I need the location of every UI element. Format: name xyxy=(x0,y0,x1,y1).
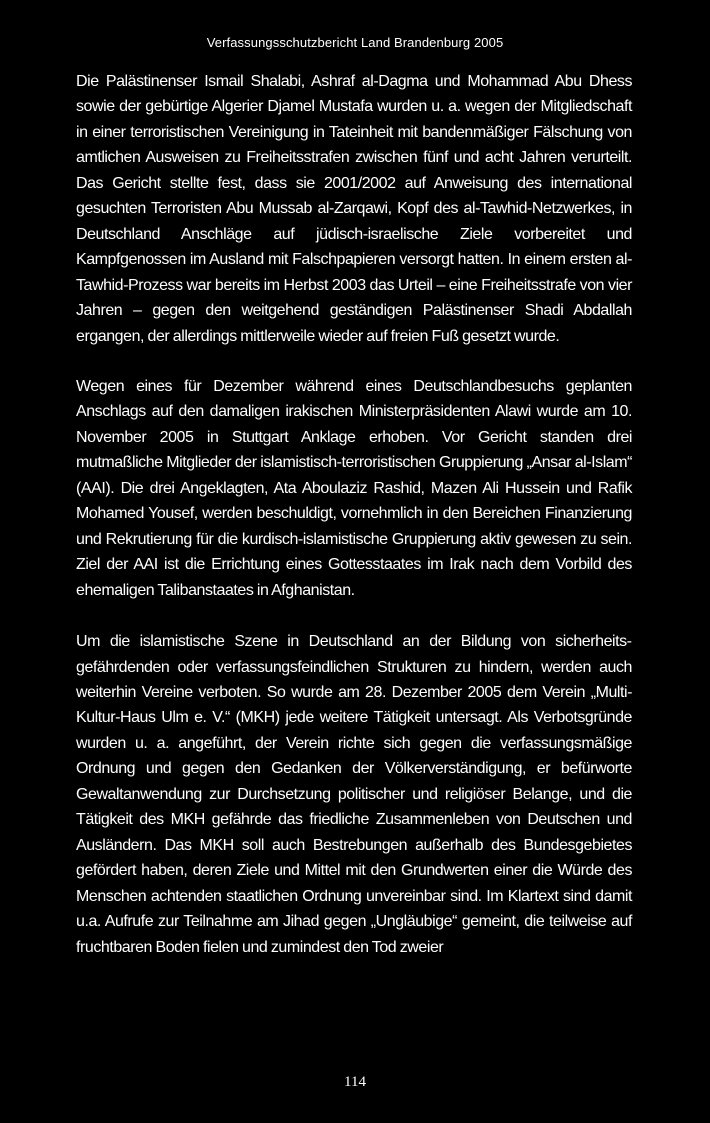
document-body xyxy=(76,69,632,960)
paragraph-al-tawhid-trial: Die Palästinenser Ismail Shalabi, Ashraf al-Dagma und Mohammad Abu Dhess sowie der gebürtige Algerier Djamel Mustafa wurden u. a. wegen der Mitgliedschaft in einer terroristischen Vereinigung in Tateinheit mit bandenmäßiger Fälschung von amtlichen Ausweisen zu Freiheitsstrafen zwischen fünf und acht Jahren verurteilt. Das Gericht stellte fest, dass sie 2001/2002 auf Anweisung des international gesuchten Terroristen Abu Mussab al-Zarqawi, Kopf des al-Tawhid-Netzwerkes, in Deutschland Anschläge auf jüdisch-israelische Ziele vorbereitet und Kampfgenossen im Ausland mit Falschpapieren versorgt hatten. In einem ersten al-Tawhid-Prozess war bereits im Herbst 2003 das Urteil – eine Freiheitsstrafe von vier Jahren – gegen den weitgehend geständigen Palästinenser Shadi Abdallah ergangen, der allerdings mittlerweile wieder auf freien Fuß gesetzt wurde. xyxy=(76,73,632,345)
paragraph-ansar-al-islam: Wegen eines für Dezember während eines Deutschlandbesuchs geplanten Anschlags auf den damaligen irakischen Ministerpräsidenten Alawi wurde am 10. November 2005 in Stuttgart Anklage erhoben. Vor Gericht standen drei mutmaßliche Mitglieder der islamistisch-terroristischen Gruppierung „Ansar al-Islam“ (AAI). Die drei Angeklagten, Ata Aboulaziz Rashid, Mazen Ali Hussein und Rafik Mohamed Yousef, werden beschuldigt, vornehmlich in den Bereichen Finanzierung und Rekrutierung für die kurdisch-islamistische Gruppierung aktiv gewesen zu sein. Ziel der AAI ist die Errichtung eines Gottesstaates im Irak nach dem Vorbild des ehemaligen Talibanstaates in Afghanistan. xyxy=(76,377,632,599)
running-header: Verfassungsschutzbericht Land Brandenburg 2005 xyxy=(206,35,504,50)
paragraph-association-ban: Um die islamistische Szene in Deutschland an der Bildung von sicherheitsgefährdenden oder verfassungsfeindlichen Strukturen zu hindern, werden auch weiterhin Vereine verboten. So wurde am 28. Dezember 2005 dem Verein „Multi-Kultur-Haus Ulm e. V.“ (MKH) jede weitere Tätigkeit untersagt. Als Verbotsgründe wurden u. a. angeführt, der Verein richte sich gegen die verfassungsmäßige Ordnung und gegen den Gedanken der Völkerverständigung, er befürworte Gewaltanwendung zur Durchsetzung politischer und religiöser Belange, und die Tätigkeit des MKH gefährde das friedliche Zusammenleben von Deutschen und Ausländern. Das MKH soll auch Bestrebungen außerhalb des Bundesgebietes gefördert haben, deren Ziele und Mittel mit den Grundwerten einer die Würde des Menschen achtenden staatlichen Ordnung unvereinbar sind. Im Klartext sind damit u.a. Aufrufe zur Teilnahme am Jihad gegen „Ungläubige“ gemeint, die teilweise auf fruchtbaren Boden fielen und zumindest den Tod zweier xyxy=(76,633,632,956)
page-number: 114 xyxy=(344,1074,366,1090)
